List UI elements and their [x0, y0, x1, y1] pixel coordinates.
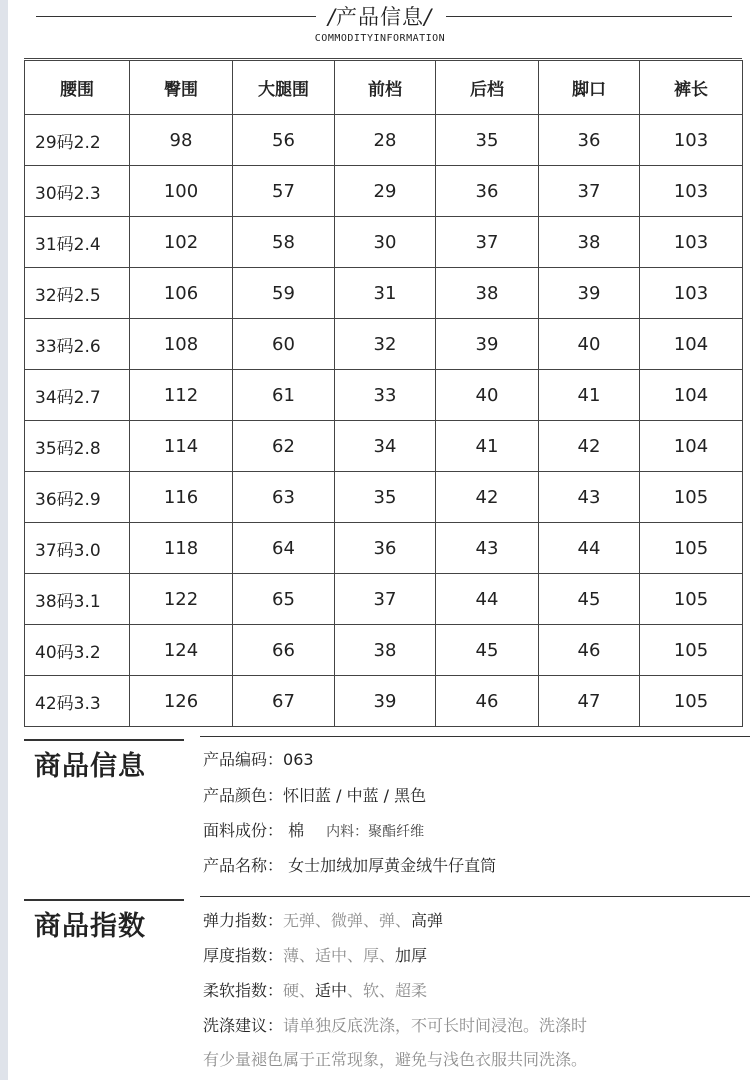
- product-index-heading: 商品指数: [34, 911, 146, 942]
- table-cell: 36: [436, 166, 539, 217]
- product-color-label: 产品颜色：: [203, 786, 284, 805]
- wash-label: 洗涤建议：: [203, 1016, 284, 1035]
- table-cell: 104: [640, 319, 743, 370]
- section-rule: [200, 736, 750, 737]
- table-cell: 108: [130, 319, 233, 370]
- table-cell: 34码2.7: [25, 370, 130, 421]
- table-cell: 104: [640, 421, 743, 472]
- softness-before: 硬、: [283, 981, 316, 1000]
- table-cell: 38: [335, 625, 436, 676]
- table-cell: 33码2.6: [25, 319, 130, 370]
- table-row: [25, 268, 743, 319]
- table-row: [25, 625, 743, 676]
- col-header: 后档: [436, 61, 539, 115]
- thickness-label: 厚度指数：: [203, 946, 284, 965]
- table-cell: 112: [130, 370, 233, 421]
- table-cell: 44: [436, 574, 539, 625]
- wash-row-2: [203, 1047, 587, 1070]
- table-cell: 30码2.3: [25, 166, 130, 217]
- table-cell: 65: [233, 574, 335, 625]
- product-name-label: 产品名称：: [203, 856, 284, 875]
- table-row: [25, 676, 743, 727]
- table-row: [25, 319, 743, 370]
- table-cell: 63: [233, 472, 335, 523]
- table-cell: 60: [233, 319, 335, 370]
- col-header: 前档: [335, 61, 436, 115]
- col-header: 臀围: [130, 61, 233, 115]
- table-cell: 105: [640, 472, 743, 523]
- table-cell: 31: [335, 268, 436, 319]
- table-row: [25, 472, 743, 523]
- table-cell: 62: [233, 421, 335, 472]
- table-cell: 39: [539, 268, 640, 319]
- table-cell: 106: [130, 268, 233, 319]
- table-cell: 38: [436, 268, 539, 319]
- table-row: [25, 370, 743, 421]
- table-cell: 37码3.0: [25, 523, 130, 574]
- table-cell: 58: [233, 217, 335, 268]
- table-cell: 29码2.2: [25, 115, 130, 166]
- wash-line-2: 有少量褪色属于正常现象，避免与浅色衣服共同洗涤。: [203, 1050, 588, 1069]
- product-code-label: 产品编码：: [203, 750, 284, 769]
- table-cell: 66: [233, 625, 335, 676]
- table-cell: 41: [436, 421, 539, 472]
- table-cell: 39: [436, 319, 539, 370]
- table-cell: 103: [640, 217, 743, 268]
- size-table-header-row: [25, 61, 743, 115]
- table-cell: 34: [335, 421, 436, 472]
- table-cell: 40: [539, 319, 640, 370]
- elastic-options: 无弹、微弹、弹、: [283, 911, 412, 930]
- table-cell: 42: [539, 421, 640, 472]
- table-cell: 45: [539, 574, 640, 625]
- table-cell: 56: [233, 115, 335, 166]
- table-row: [25, 523, 743, 574]
- thickness-options: 薄、适中、厚、: [283, 946, 396, 965]
- section-title: /产品信息/: [327, 5, 433, 29]
- size-table-container: [24, 60, 742, 722]
- table-cell: 29: [335, 166, 436, 217]
- fabric-label: 面料成份：: [203, 821, 284, 840]
- table-cell: 122: [130, 574, 233, 625]
- table-cell: 39: [335, 676, 436, 727]
- table-cell: 36码2.9: [25, 472, 130, 523]
- table-cell: 104: [640, 370, 743, 421]
- section-rule: [24, 739, 184, 741]
- table-cell: 42: [436, 472, 539, 523]
- table-cell: 41: [539, 370, 640, 421]
- table-cell: 42码3.3: [25, 676, 130, 727]
- table-cell: 37: [335, 574, 436, 625]
- col-header: 腰围: [25, 61, 130, 115]
- title-rule-right: [446, 16, 732, 17]
- table-cell: 40: [436, 370, 539, 421]
- table-cell: 126: [130, 676, 233, 727]
- table-cell: 64: [233, 523, 335, 574]
- left-edge-bar: [0, 0, 8, 1080]
- table-cell: 38码3.1: [25, 574, 130, 625]
- table-cell: 103: [640, 166, 743, 217]
- table-cell: 118: [130, 523, 233, 574]
- table-cell: 105: [640, 625, 743, 676]
- table-cell: 103: [640, 115, 743, 166]
- table-cell: 28: [335, 115, 436, 166]
- table-cell: 32: [335, 319, 436, 370]
- fabric-row: [203, 818, 424, 841]
- table-cell: 114: [130, 421, 233, 472]
- section-subtitle: COMMODITYINFORMATION: [314, 33, 446, 44]
- product-name-value: 女士加绒加厚黄金绒牛仔直筒: [288, 856, 497, 875]
- product-color-value: 怀旧蓝 / 中蓝 / 黑色: [283, 786, 427, 805]
- table-cell: 103: [640, 268, 743, 319]
- softness-after: 、软、超柔: [347, 981, 428, 1000]
- lining-value: 聚酯纤维: [368, 824, 425, 840]
- table-row: [25, 166, 743, 217]
- table-cell: 37: [436, 217, 539, 268]
- product-code-value: 063: [283, 750, 314, 769]
- table-cell: 35: [436, 115, 539, 166]
- wash-row: [203, 1013, 587, 1036]
- table-cell: 59: [233, 268, 335, 319]
- product-name-row: [203, 853, 496, 876]
- section-rule: [200, 896, 750, 897]
- col-header: 脚口: [539, 61, 640, 115]
- product-code-row: [203, 747, 314, 770]
- table-cell: 98: [130, 115, 233, 166]
- table-cell: 105: [640, 523, 743, 574]
- section-rule: [24, 899, 184, 901]
- table-cell: 35: [335, 472, 436, 523]
- softness-label: 柔软指数：: [203, 981, 284, 1000]
- table-cell: 35码2.8: [25, 421, 130, 472]
- table-cell: 40码3.2: [25, 625, 130, 676]
- product-info-heading: 商品信息: [34, 751, 146, 782]
- table-row: [25, 115, 743, 166]
- table-cell: 45: [436, 625, 539, 676]
- table-cell: 44: [539, 523, 640, 574]
- table-cell: 105: [640, 676, 743, 727]
- table-cell: 61: [233, 370, 335, 421]
- table-cell: 100: [130, 166, 233, 217]
- col-header: 大腿围: [233, 61, 335, 115]
- table-row: [25, 217, 743, 268]
- table-cell: 33: [335, 370, 436, 421]
- table-cell: 30: [335, 217, 436, 268]
- softness-selected: 适中: [315, 981, 348, 1000]
- table-row: [25, 574, 743, 625]
- table-cell: 37: [539, 166, 640, 217]
- title-rule-left: [36, 16, 316, 17]
- table-top-rule: [24, 58, 742, 59]
- section-title-text: 产品信息: [336, 5, 424, 29]
- table-cell: 102: [130, 217, 233, 268]
- table-cell: 124: [130, 625, 233, 676]
- size-table: [24, 60, 743, 727]
- table-cell: 105: [640, 574, 743, 625]
- elastic-selected: 高弹: [411, 911, 444, 930]
- table-cell: 38: [539, 217, 640, 268]
- table-cell: 46: [436, 676, 539, 727]
- table-cell: 31码2.4: [25, 217, 130, 268]
- thickness-row: [203, 943, 427, 966]
- elastic-row: [203, 908, 443, 931]
- lining-label: 内料：: [326, 824, 369, 840]
- table-cell: 47: [539, 676, 640, 727]
- table-cell: 116: [130, 472, 233, 523]
- table-cell: 46: [539, 625, 640, 676]
- softness-row: [203, 978, 427, 1001]
- table-cell: 32码2.5: [25, 268, 130, 319]
- table-cell: 67: [233, 676, 335, 727]
- table-cell: 43: [436, 523, 539, 574]
- table-row: [25, 421, 743, 472]
- table-cell: 36: [539, 115, 640, 166]
- table-cell: 57: [233, 166, 335, 217]
- table-cell: 43: [539, 472, 640, 523]
- col-header: 裤长: [640, 61, 743, 115]
- fabric-value: 棉: [288, 821, 305, 840]
- elastic-label: 弹力指数：: [203, 911, 284, 930]
- thickness-selected: 加厚: [395, 946, 428, 965]
- wash-line-1: 请单独反底洗涤，不可长时间浸泡。洗涤时: [283, 1016, 588, 1035]
- table-cell: 36: [335, 523, 436, 574]
- product-color-row: [203, 783, 426, 806]
